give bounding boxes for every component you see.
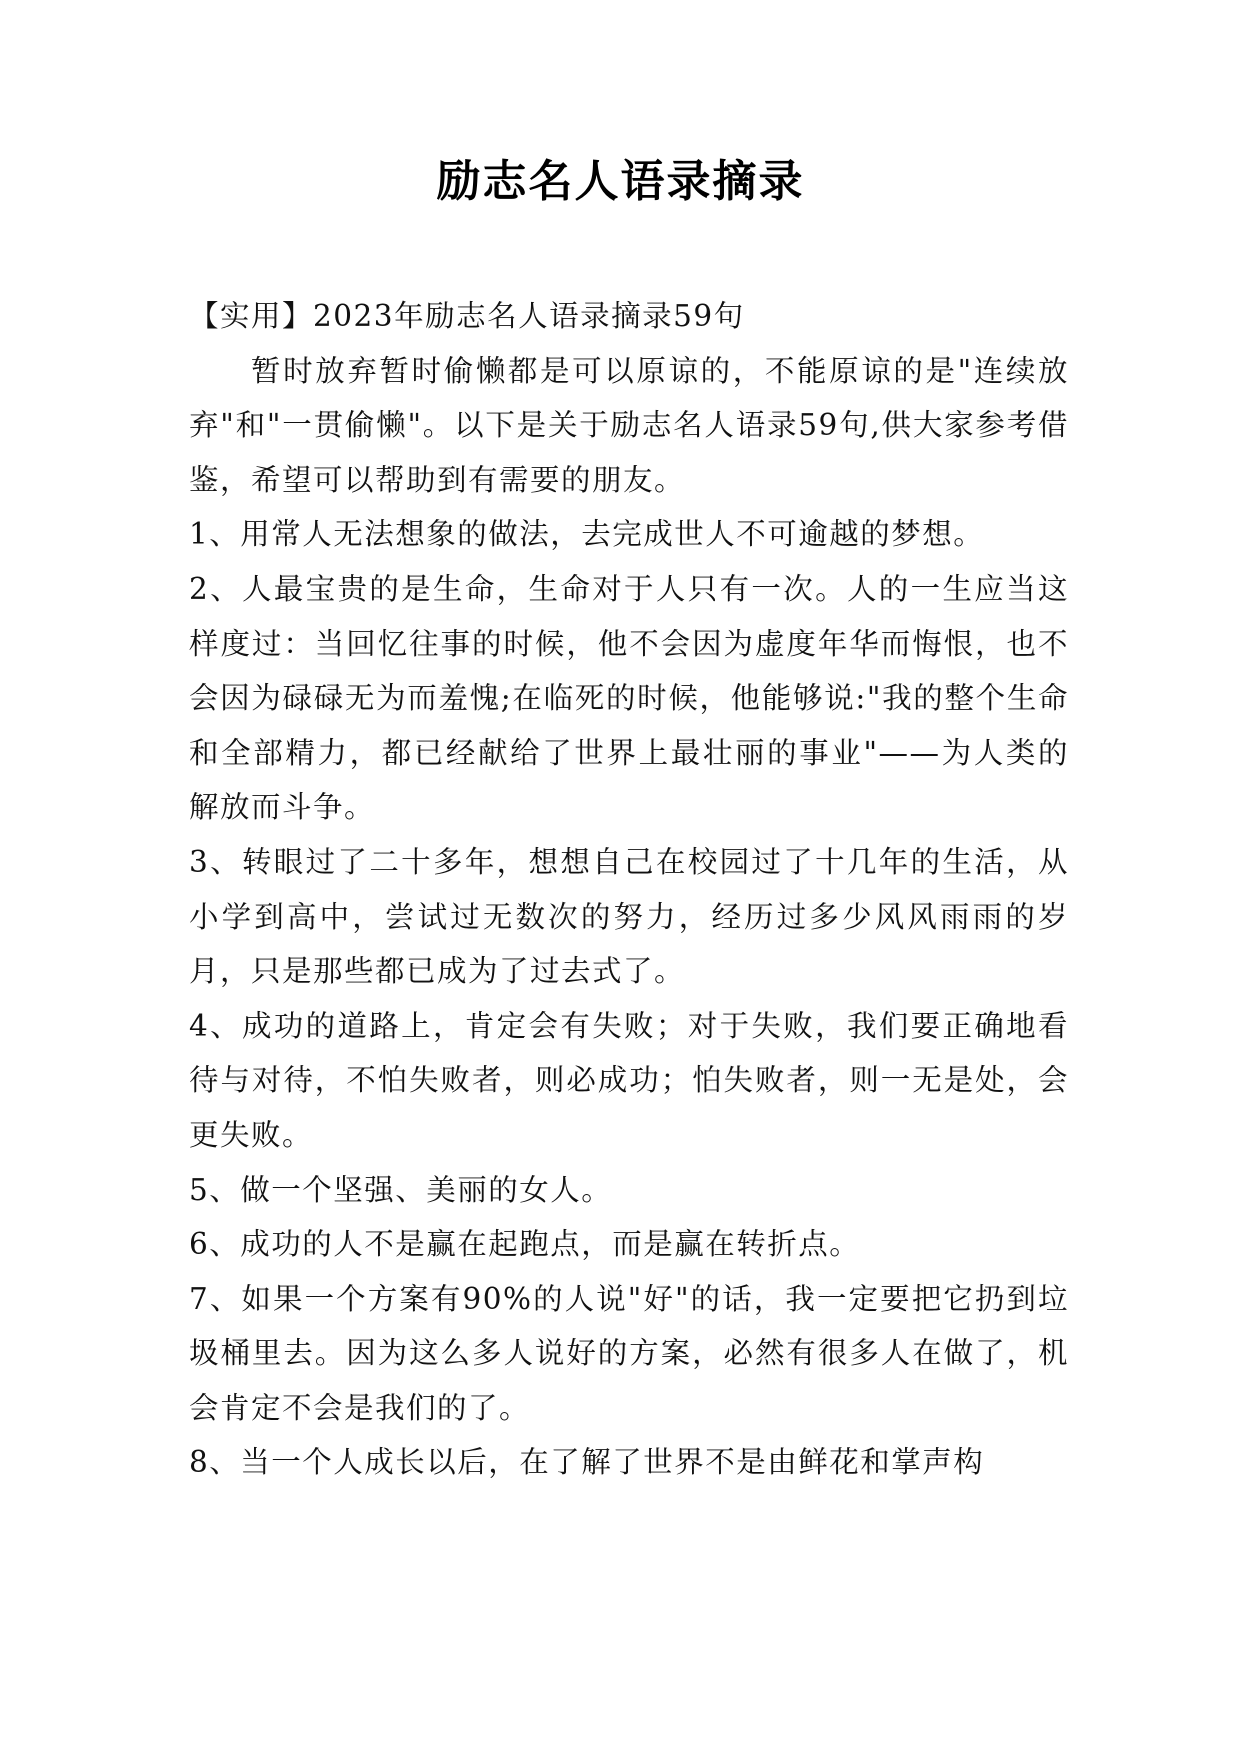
quote-item: 3、转眼过了二十多年，想想自己在校园过了十几年的生活，从小学到高中，尝试过无数次的努力，经历过多少风风雨雨的岁月，只是那些都已成为了过去式了。 xyxy=(189,844,1069,989)
intro-paragraph: 暂时放弃暂时偷懒都是可以原谅的，不能原谅的是"连续放弃"和"一贯偷懒"。以下是关于励志名人语录59句,供大家参考借鉴，希望可以帮助到有需要的朋友。 xyxy=(189,353,1069,497)
quote-item: 2、人最宝贵的是生命，生命对于人只有一次。人的一生应当这样度过：当回忆往事的时候，他不会因为虚度年华而悔恨，也不会因为碌碌无为而羞愧;在临死的时候，他能够说:"我的整个生命和全部精力，都已经献给了世界上最壮丽的事业"——为人类的解放而斗争。 xyxy=(189,571,1069,825)
quote-item: 5、做一个坚强、美丽的女人。 xyxy=(189,1172,613,1207)
quote-item: 6、成功的人不是赢在起跑点，而是赢在转折点。 xyxy=(189,1227,861,1262)
quote-item: 7、如果一个方案有90%的人说"好"的话，我一定要把它扔到垃圾桶里去。因为这么多人说好的方案，必然有很多人在做了，机会肯定不会是我们的了。 xyxy=(189,1281,1069,1425)
document-body xyxy=(189,289,1069,1490)
quote-item: 1、用常人无法想象的做法，去完成世人不可逾越的梦想。 xyxy=(189,517,985,552)
quote-item: 8、当一个人成长以后，在了解了世界不是由鲜花和掌声构 xyxy=(189,1445,985,1480)
document-subtitle: 【实用】2023年励志名人语录摘录59句 xyxy=(189,299,745,333)
quote-item: 4、成功的道路上，肯定会有失败；对于失败，我们要正确地看待与对待，不怕失败者，则必成功；怕失败者，则一无是处，会更失败。 xyxy=(189,1008,1069,1152)
document-title: 励志名人语录摘录 xyxy=(436,156,805,207)
